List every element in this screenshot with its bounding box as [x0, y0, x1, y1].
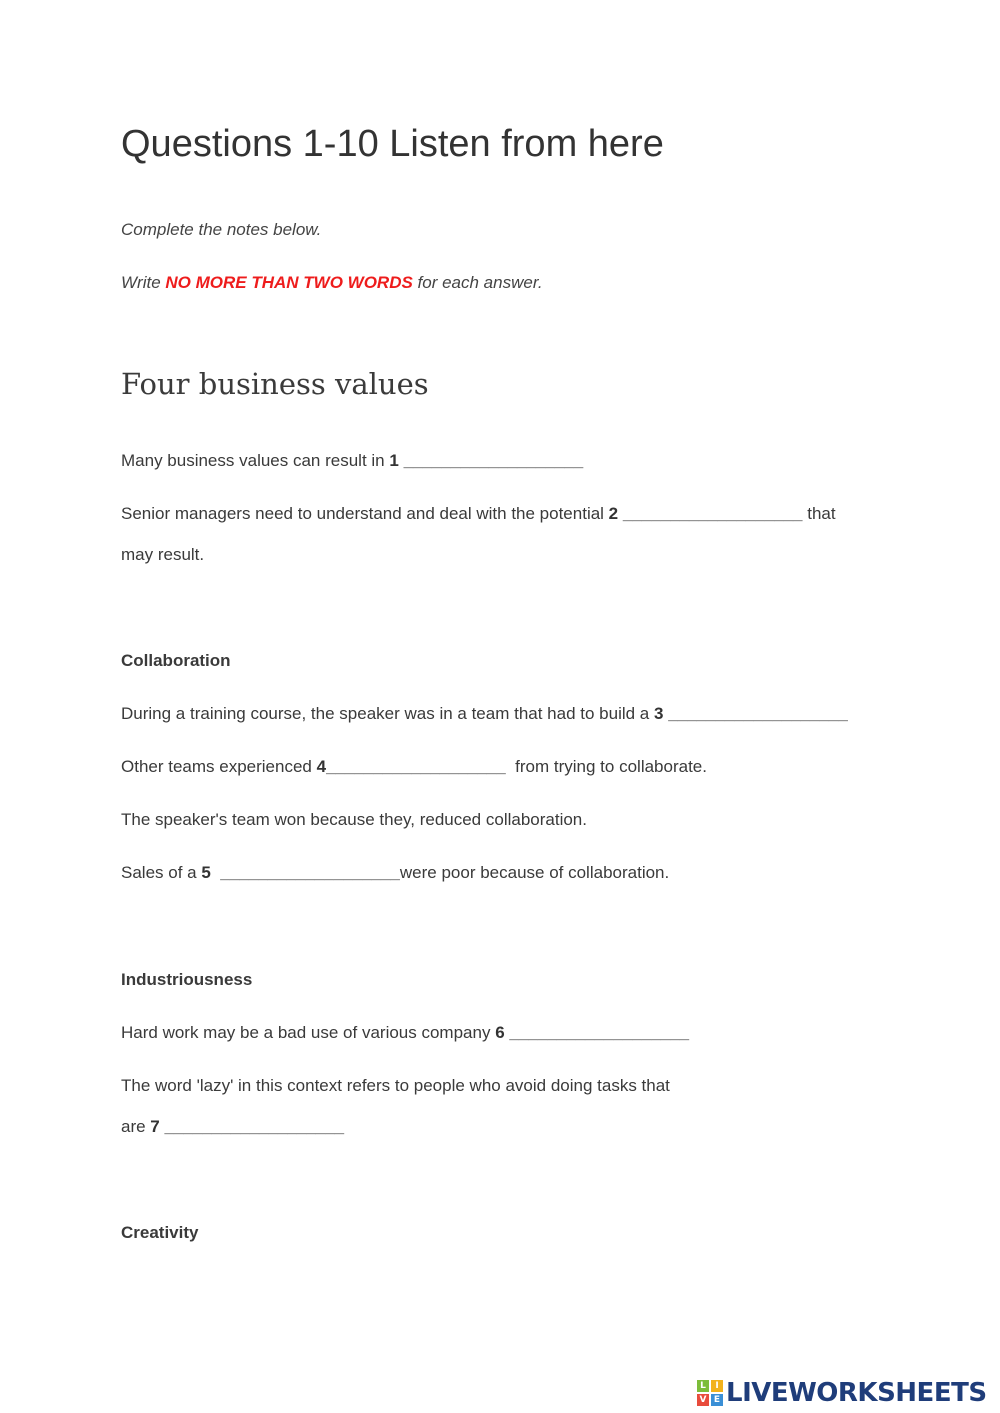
- logo-mark-icon: [697, 1380, 723, 1406]
- logo-letter-l: L: [697, 1380, 709, 1392]
- logo-letter-e: E: [711, 1394, 723, 1406]
- answer-blank-5[interactable]: ___________________: [220, 863, 400, 882]
- question-5-number: 5: [201, 863, 211, 882]
- question-1-number: 1: [389, 451, 399, 470]
- question-3-text: During a training course, the speaker was in a team that had to build a: [121, 704, 654, 723]
- question-1-text: Many business values can result in: [121, 451, 390, 470]
- question-7: The word 'lazy' in this context refers to people who avoid doing tasks that: [121, 1076, 670, 1095]
- answer-blank-3[interactable]: ___________________: [668, 704, 848, 723]
- creativity-heading: Creativity: [121, 1223, 199, 1242]
- question-7-cont-text: are: [121, 1117, 151, 1136]
- answer-blank-1[interactable]: ___________________: [403, 451, 584, 470]
- page-title: Questions 1-10 Listen from here: [121, 123, 664, 165]
- question-6-text: Hard work may be a bad use of various company: [121, 1023, 496, 1042]
- logo-letter-v: V: [697, 1394, 709, 1406]
- answer-blank-2[interactable]: ___________________: [622, 504, 803, 523]
- question-3-number: 3: [653, 704, 664, 723]
- question-2: [121, 503, 836, 525]
- question-3: [121, 703, 848, 725]
- answer-blank-4[interactable]: ___________________: [326, 757, 506, 776]
- instruction-line-1: Complete the notes below.: [121, 220, 322, 239]
- question-6-number: 6: [495, 1023, 505, 1042]
- question-5-text: Sales of a: [121, 863, 202, 882]
- logo-letter-i: I: [711, 1380, 723, 1392]
- liveworksheets-logo: [697, 1378, 987, 1408]
- question-4-after: from trying to collaborate.: [505, 757, 707, 776]
- answer-blank-7[interactable]: ___________________: [164, 1117, 345, 1136]
- question-1: [121, 450, 583, 472]
- section-title: Four business values: [121, 367, 429, 401]
- question-5: [121, 862, 669, 884]
- collaboration-heading: Collaboration: [121, 651, 231, 670]
- industriousness-heading: Industriousness: [121, 970, 253, 989]
- question-7-number: 7: [150, 1117, 160, 1136]
- question-2-continuation: may result.: [121, 545, 205, 564]
- question-4-text: Other teams experienced: [121, 757, 317, 776]
- question-2-number: 2: [608, 504, 619, 523]
- question-2-after: that: [802, 504, 836, 523]
- instruction-line-2: [121, 272, 543, 294]
- instruction-pre: Write: [121, 273, 166, 292]
- question-4-number: 4: [316, 757, 327, 776]
- instruction-post: for each answer.: [412, 273, 543, 292]
- brand-name: LIVEWORKSHEETS: [726, 1378, 987, 1408]
- word-limit-emphasis: NO MORE THAN TWO WORDS: [165, 273, 413, 292]
- question-4: [121, 756, 707, 778]
- answer-blank-6[interactable]: ___________________: [509, 1023, 690, 1042]
- question-7-continuation: [121, 1116, 344, 1138]
- question-6: [121, 1022, 689, 1044]
- collaboration-statement: The speaker's team won because they, reduced collaboration.: [121, 810, 587, 829]
- question-5-after: were poor because of collaboration.: [399, 863, 670, 882]
- question-2-text: Senior managers need to understand and deal with the potential: [121, 504, 609, 523]
